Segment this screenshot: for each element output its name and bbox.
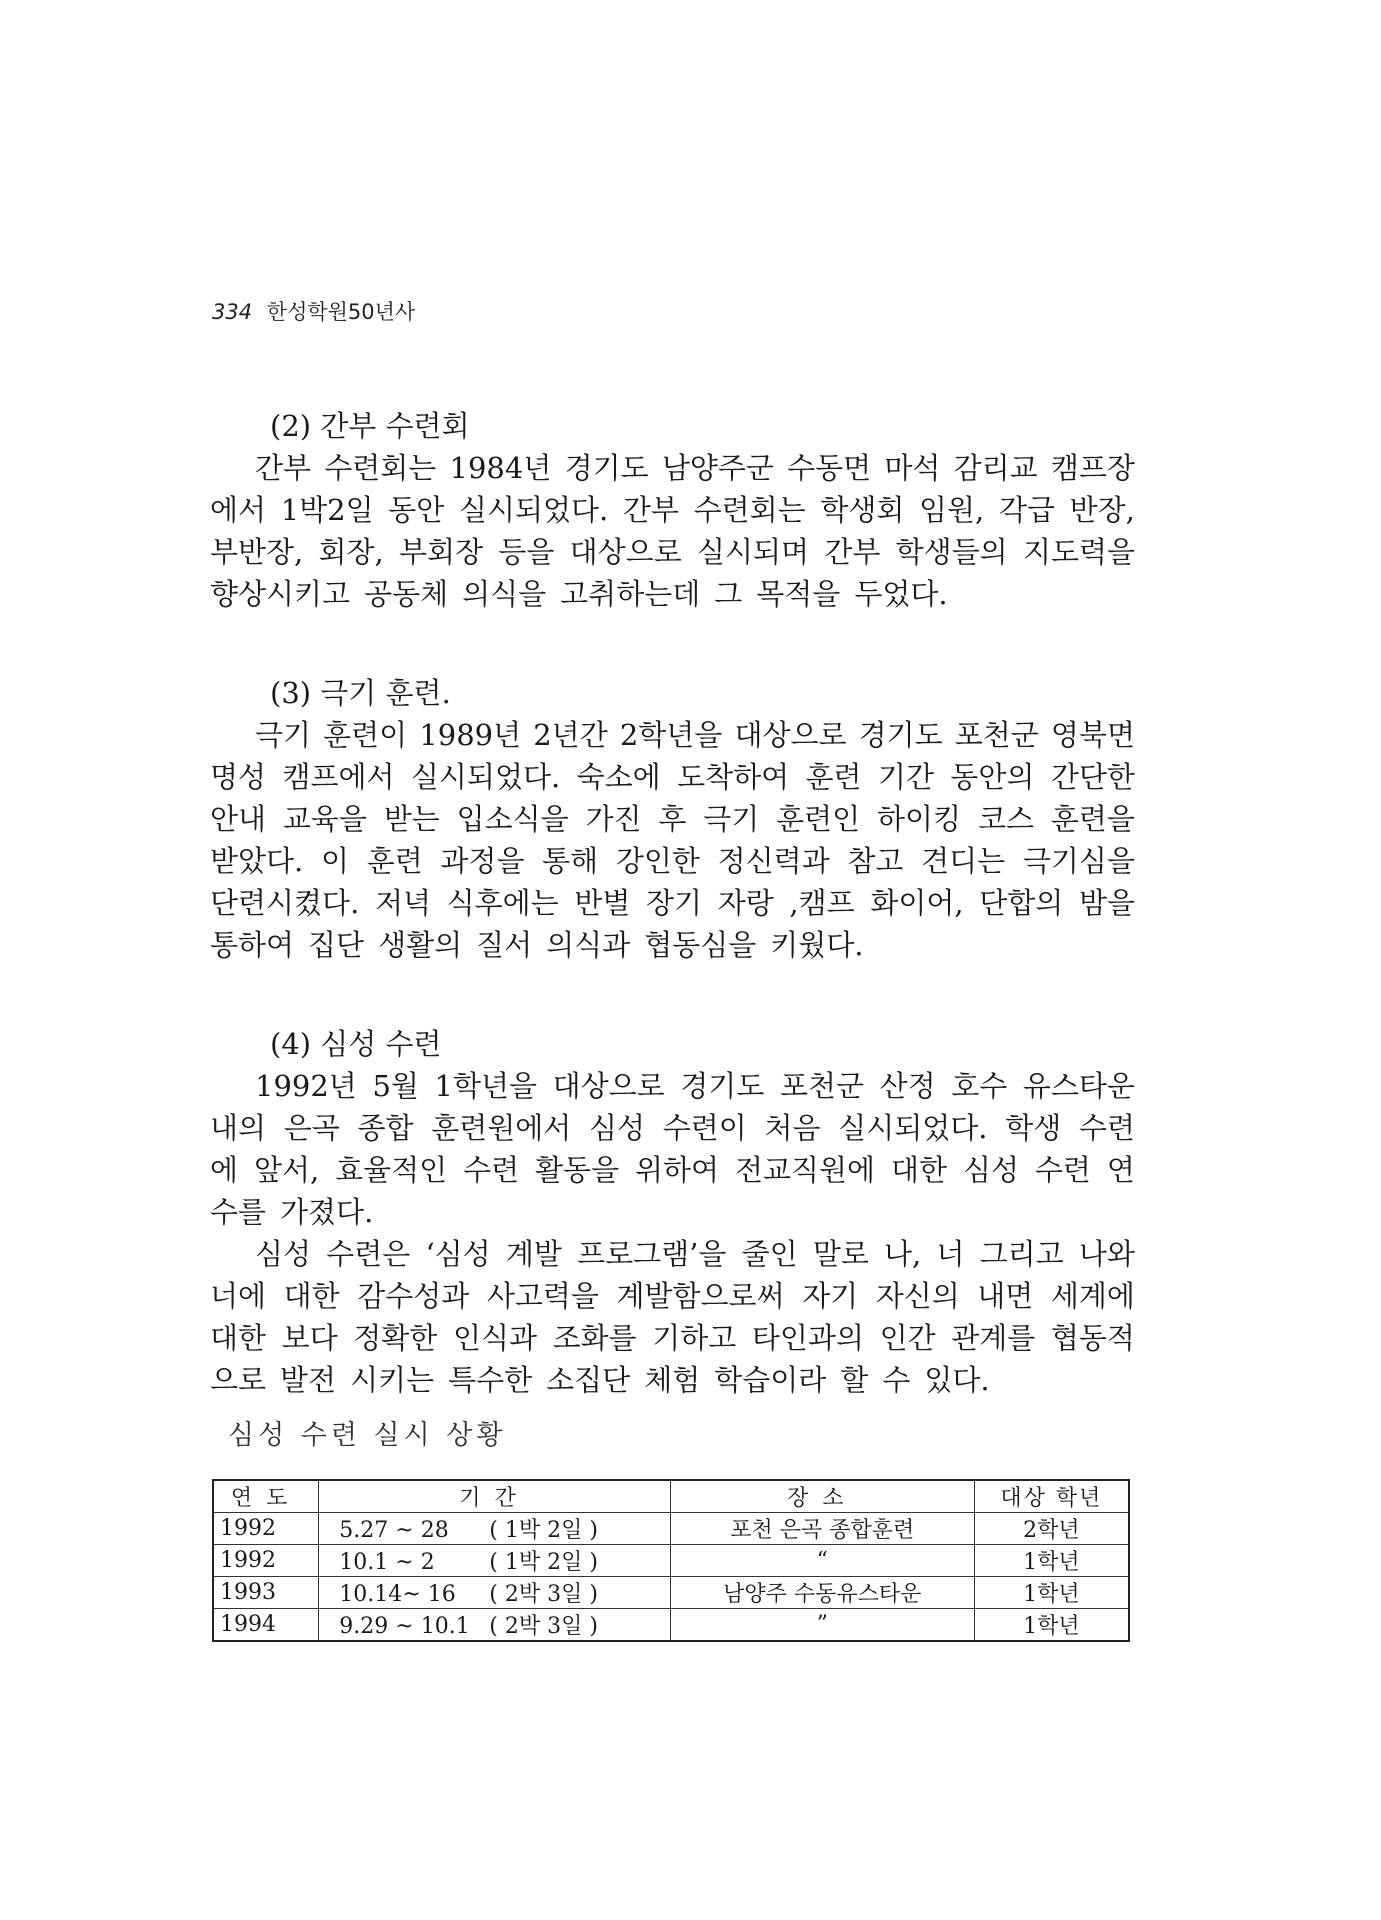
word: 시키는 [350,1363,435,1397]
word: 줄인 [741,1237,798,1271]
word: 수련 [463,1153,520,1187]
text-line [210,798,1135,840]
word: 1학년을 [434,1069,538,1103]
word: 실시되며 [696,535,810,569]
word: 훈련원에서 [431,1111,572,1145]
word: 단련시켰다. [210,886,360,920]
word: 학생들의 [895,535,1008,569]
word: 도착하여 [677,760,790,794]
section-mind-training [210,1023,1135,1401]
word: 단합의 [979,886,1064,920]
word: 그 [714,577,743,611]
section-heading: (4) 심성 수련 [270,1027,442,1061]
word: 전교직원에 [734,1153,876,1187]
word: 으로 [210,1363,267,1397]
text-line [210,1107,1135,1149]
table-header-row [213,1480,1129,1513]
cell-year: 1993 [213,1577,319,1609]
word: 자신의 [875,1279,960,1313]
word: 수련 [1078,1111,1135,1145]
period-duration: ( 2박 3일 ) [489,1614,598,1639]
word: 학생회 [820,493,905,527]
word: 식후에는 [446,886,559,920]
word: 향상시키고 [210,577,351,611]
word: 앞서, [253,1153,320,1187]
table-row [213,1577,1129,1609]
word: 가진 [585,802,642,836]
cell-place: 남양주 수동유스타운 [670,1577,974,1609]
word: 공동체 [364,577,449,611]
word: 대한 [890,1153,948,1187]
cell-grade: 1학년 [974,1577,1129,1609]
cell-grade: 1학년 [974,1609,1129,1642]
section-body [210,447,1135,615]
word: 경기도 [680,1069,765,1103]
word: 화이어, [870,886,964,920]
word: 의식과 [546,928,631,962]
header-grade: 대상 학년 [974,1480,1129,1513]
word: 고취하는데 [560,577,701,611]
word: 숙소에 [576,760,661,794]
word: 나, [884,1237,922,1271]
word: 포천군 [779,1069,864,1103]
word: 소집단 [546,1363,631,1397]
word: 수를 [210,1195,267,1229]
word: ,캠프 [789,886,855,920]
table-row [213,1609,1129,1642]
word: 부회장 [399,535,484,569]
word: 은곡 [283,1111,340,1145]
text-line [210,924,1135,966]
word: 종합 [357,1111,414,1145]
word: 자기 [802,1279,859,1313]
word: 관계를 [951,1321,1036,1355]
word: 2년간 [533,718,608,752]
text-line [210,756,1135,798]
text-line [210,573,1135,615]
word: 반장, [1069,493,1135,527]
word: 교육을 [282,802,367,836]
word: 마석 [884,451,941,485]
period-dates: 10.1 ~ 2 [339,1550,435,1575]
word: 두었다. [854,577,948,611]
word: 이 [320,844,349,878]
word: 생활의 [378,928,463,962]
word: 등을 [498,535,555,569]
period-duration: ( 1박 2일 ) [489,1550,598,1575]
word: 1992년 [255,1069,357,1103]
word: 각급 [998,493,1055,527]
word: 정확한 [353,1321,438,1355]
word: 수련 [1034,1153,1091,1187]
word: 간단한 [1050,760,1135,794]
word: 위하여 [635,1153,720,1187]
cell-period [319,1513,670,1545]
word: 질서 [476,928,533,962]
word: 남양주군 [661,451,774,485]
word: 훈련인 [776,802,861,836]
word: 참고 [847,844,904,878]
word: 영북면 [1050,718,1135,752]
table-row [213,1545,1129,1577]
word: 체험 [644,1363,701,1397]
word: 받았다. [210,844,304,878]
word: 특수한 [448,1363,533,1397]
word: 안내 [210,802,267,836]
word: 실시되었다. [838,1111,988,1145]
section-body [210,714,1135,966]
word: 심성 [255,1237,312,1271]
word: 통하여 [210,928,295,962]
word: 사고력을 [486,1279,599,1313]
period-dates: 10.14~ 16 [339,1582,456,1607]
word: 처음 [764,1111,821,1145]
period-dates: 9.29 ~ 10.1 [339,1614,470,1639]
word: 계발함으로써 [616,1279,785,1313]
word: 훈련을 [1050,802,1135,836]
period-duration: ( 2박 3일 ) [489,1582,598,1607]
word: 너에 [210,1279,267,1313]
word: 호수 [951,1069,1008,1103]
word: 극기 [703,802,760,836]
word: 내의 [210,1111,267,1145]
training-schedule-table [212,1479,1130,1642]
text-line [210,1191,1135,1233]
text-line [210,882,1135,924]
text-line [210,1275,1135,1317]
word: 학습이라 [714,1363,827,1397]
word: 말로 [812,1237,869,1271]
header-period: 기간 [319,1480,670,1513]
word: 수 [882,1363,911,1397]
word: 감수성과 [357,1279,470,1313]
word: 경기도 [564,451,649,485]
book-title: 한성학원50년사 [266,300,416,324]
word: 키웠다. [770,928,864,962]
word: 심성 [962,1153,1019,1187]
section-body [210,1065,1135,1401]
word: 코스 [977,802,1034,836]
word: 인식과 [452,1321,537,1355]
word: 동안의 [950,760,1035,794]
cell-grade: 1학년 [974,1545,1129,1577]
word: 활동을 [535,1153,620,1187]
word: 하이킹 [877,802,962,836]
word: 자랑 [717,886,774,920]
word: 1박2일 [280,493,374,527]
word: 내면 [977,1279,1034,1313]
cell-period [319,1577,670,1609]
page-header [212,296,415,326]
word: 수동면 [787,451,872,485]
word: 과정을 [440,844,525,878]
cell-place: ” [670,1609,974,1642]
word: 동안 [388,493,445,527]
word: 반별 [574,886,631,920]
word: 학생 [1005,1111,1062,1145]
word: 보다 [281,1321,338,1355]
word: 타인과의 [751,1321,864,1355]
word: 2학년을 [619,718,723,752]
section-heading: (2) 간부 수련회 [270,409,470,443]
word: 경기도 [858,718,943,752]
word: 밤을 [1078,886,1135,920]
word: 계발 [505,1237,562,1271]
word: 간부 [824,535,881,569]
cell-year: 1992 [213,1545,319,1577]
word: 수련이 [662,1111,747,1145]
word: 저녁 [374,886,431,920]
word: 대한 [283,1279,340,1313]
word: 프로그램’을 [577,1237,727,1271]
word: 간부 [622,493,679,527]
word: 기하고 [652,1321,737,1355]
text-line [210,1233,1135,1275]
table-row [213,1513,1129,1545]
word: 수련회는 [693,493,806,527]
word: 1989년 [419,718,522,752]
text-line [210,1149,1135,1191]
word: 산정 [879,1069,936,1103]
word: 지도력을 [1022,535,1135,569]
word: 효율적인 [335,1153,448,1187]
word: 협동심을 [644,928,757,962]
word: 유스타운 [1022,1069,1135,1103]
word: 5월 [372,1069,419,1103]
word: 간부 [255,451,312,485]
word: 1984년 [449,451,552,485]
word: 너 [936,1237,965,1271]
word: 할 [840,1363,869,1397]
word: 에 [210,1153,239,1187]
word: 정신력과 [717,844,830,878]
word: 조화를 [552,1321,637,1355]
word: 대한 [210,1321,267,1355]
word: 가졌다. [280,1195,374,1229]
text-line [210,489,1135,531]
word: 수련회는 [324,451,437,485]
text-line [210,447,1135,489]
period-duration: ( 1박 2일 ) [489,1518,598,1543]
word: 발전 [280,1363,337,1397]
word: 있다. [924,1363,990,1397]
word: 통해 [542,844,599,878]
cell-place: “ [670,1545,974,1577]
section-heading: (3) 극기 훈련. [270,676,451,710]
text-line [210,1359,1135,1401]
table-body [213,1513,1129,1642]
word: ‘심성 [425,1237,491,1271]
word: 장기 [646,886,703,920]
page-number: 334 [212,300,253,324]
word: 대상으로 [734,718,847,752]
word: 감리교 [953,451,1038,485]
word: 에서 [210,493,267,527]
word: 실시되었다. [410,760,561,794]
word: 포천군 [954,718,1039,752]
word: 입소식을 [456,802,569,836]
section-executive-training [210,405,1135,615]
word: 나와 [1078,1237,1135,1271]
word: 극기 [255,718,312,752]
word: 후 [658,802,687,836]
word: 협동적 [1050,1321,1135,1355]
word: 대상으로 [569,535,682,569]
cell-period [319,1609,670,1642]
section-self-discipline-training [210,672,1135,966]
word: 강인한 [615,844,700,878]
word: 캠프에서 [282,760,395,794]
header-place: 장소 [670,1480,974,1513]
header-year: 연도 [213,1480,319,1513]
word: 기간 [877,760,934,794]
word: 실시되었다. [458,493,609,527]
word: 받는 [383,802,440,836]
word: 훈련이 [323,718,408,752]
text-line [210,1065,1135,1107]
word: 세계에 [1050,1279,1135,1313]
word: 임원, [919,493,985,527]
word: 인간 [879,1321,936,1355]
word: 견디는 [921,844,1006,878]
word: 집단 [308,928,365,962]
word: 부반장, [210,535,304,569]
period-dates: 5.27 ~ 28 [339,1518,449,1543]
text-line [210,531,1135,573]
text-line [210,840,1135,882]
word: 훈련 [366,844,423,878]
text-line [210,714,1135,756]
word: 의식을 [462,577,547,611]
cell-grade: 2학년 [974,1513,1129,1545]
word: 심성 [588,1111,646,1145]
cell-year: 1994 [213,1609,319,1642]
table-caption: 심성 수련 실시 상황 [228,1420,507,1451]
word: 목적을 [756,577,841,611]
text-line [210,1317,1135,1359]
cell-place: 포천 은곡 종합훈련 [670,1513,974,1545]
word: 수련은 [326,1237,411,1271]
word: 회장, [318,535,384,569]
word: 캠프장 [1050,451,1135,485]
cell-year: 1992 [213,1513,319,1545]
word: 명성 [210,760,267,794]
word: 연 [1106,1153,1135,1187]
word: 훈련 [805,760,862,794]
cell-period [319,1545,670,1577]
word: 대상으로 [552,1069,665,1103]
word: 그리고 [979,1237,1064,1271]
word: 극기심을 [1022,844,1135,878]
